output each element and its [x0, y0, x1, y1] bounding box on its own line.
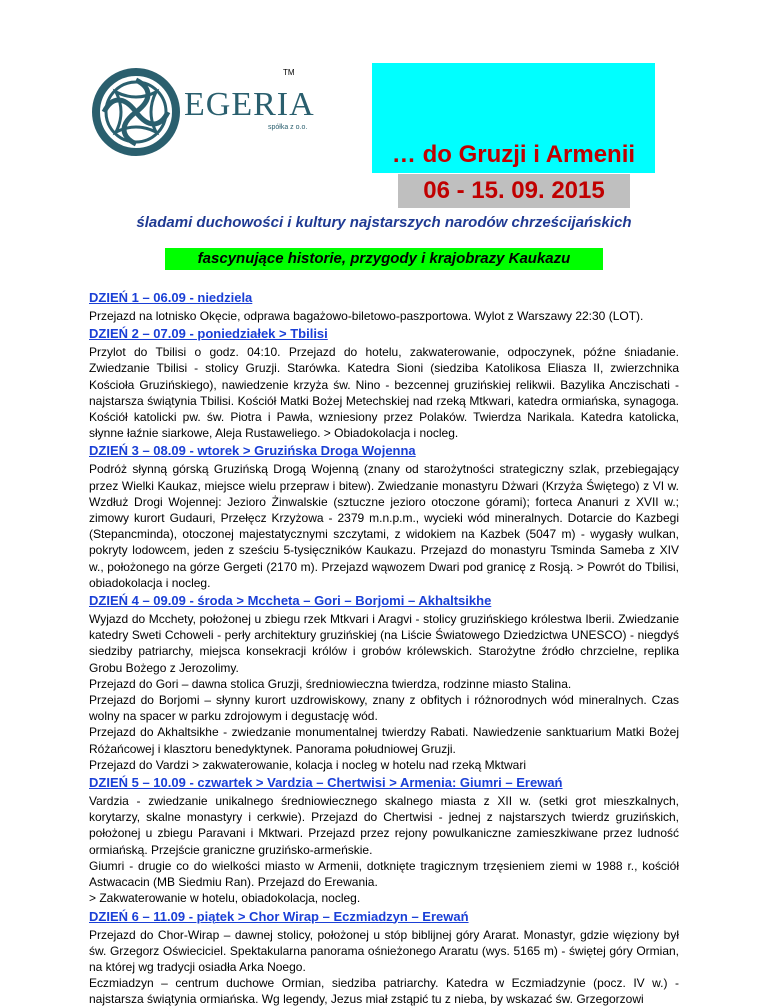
- celtic-knot-icon: [90, 66, 182, 158]
- brand-name: EGERIA: [184, 86, 315, 123]
- trademark-symbol: TM: [283, 68, 295, 77]
- day-heading[interactable]: DZIEŃ 4 – 09.09 - środa > Mccheta – Gori – Borjomi – Akhaltsikhe: [89, 593, 492, 609]
- day-6: [89, 909, 679, 1008]
- subtitle-secondary: fascynujące historie, przygody i krajobrazy Kaukazu: [165, 248, 603, 270]
- day-text: Przejazd do Gori – dawna stolica Gruzji, średniowieczna twierdza, rodzinne miasto Stalina.: [89, 676, 572, 691]
- day-2: [89, 326, 679, 441]
- day-heading[interactable]: DZIEŃ 6 – 11.09 - piątek > Chor Wirap – Eczmiadzyn – Erewań: [89, 908, 469, 924]
- day-text: > Zakwaterowanie w hotelu, obiadokolacja, nocleg.: [89, 891, 361, 906]
- company-logo: [90, 64, 320, 164]
- day-text: Przejazd na lotnisko Okęcie, odprawa bagażowo-biletowo-paszportowa. Wylot z Warszawy 22:30 (LOT).: [89, 309, 644, 323]
- day-5: [89, 775, 679, 906]
- day-1: [89, 290, 679, 324]
- day-text: Vardzia - zwiedzanie unikalnego średniowiecznego skalnego miasta z XII w. (setki grot mieszkalnych, korytarzy, skalne monastyry i cerkwie). Przejazd do Chertwisi - jednej z najstarszych twierdz gruzińskich, położonej u zbiegu Paravani i Mktwari. Przejazd przez rejony powulkaniczne zamieszkiwane przez ludność ormiańską. Przejście graniczne gruzińsko-armeńskie.: [89, 794, 679, 857]
- day-text: Giumri - drugie co do wielkości miasto w Armenii, dotknięte tragicznym trzęsieniem ziemi w 1988 r., kościół Astwacacin (MB Siedmiu Ran). Przejazd do Erewania.: [89, 858, 679, 890]
- itinerary: [89, 290, 679, 1008]
- day-heading[interactable]: DZIEŃ 5 – 10.09 - czwartek > Vardzia – Chertwisi > Armenia: Giumri – Erewań: [89, 775, 563, 791]
- day-text: Eczmiadzyn – centrum duchowe Ormian, siedziba patriarchy. Katedra w Eczmiadzynie (pocz. IV w.) - najstarsza świątynia ormiańska. Wg legendy, Jezus miał zstąpić tu z nieba, by wskazać św. Grzegorzowi: [89, 976, 679, 1007]
- day-text: Przejazd do Vardzi > zakwaterowanie, kolacja i nocleg w hotelu nad rzeką Mktwari: [89, 757, 526, 772]
- page-title: … do Gruzji i Armenii: [391, 141, 636, 168]
- day-text: Wyjazd do Mcchety, położonej u zbiegu rzek Mtkvari i Aragvi - stolicy gruzińskiego królestwa Iberii. Zwiedzanie katedry Sweti Cchoweli - perły architektury gruzińskiej (na Liście Światowego Dziedzictwa UNESCO) - niegdyś siedziby patriarchy, miejsca konsekracji królów i grobów królewskich. Starożytne źródło chrzcielne, replika Grobu Bożego z Jerozolimy.: [89, 612, 679, 675]
- day-text: Przejazd do Akhaltsikhe - zwiedzanie monumentalnej twierdzy Rabati. Nawiedzenie sanktuarium Matki Bożej Różańcowej i klasztoru benedyktynek. Panorama południowej Gruzji.: [89, 725, 679, 756]
- day-heading[interactable]: DZIEŃ 2 – 07.09 - poniedziałek > Tbilisi: [89, 326, 328, 342]
- day-text: Podróż słynną górską Gruzińską Drogą Wojenną (znany od starożytności strategiczny szlak, przebiegający przez Wielki Kaukaz, miejsce wielu przepraw i bitew). Zwiedzanie monastyru Dżwari (Krzyża Świętego) z VI w. Wzdłuż Drogi Wojennej: Jezioro Żinwalskie (sztuczne jezioro otoczone górami); forteca Ananuri z XVII w.; zimowy kurort Gudauri, Przełęcz Krzyżowa - 2379 m.n.p.m., wycieki wód mineralnych. Dotarcie do Kazbegi (Stepancminda), otoczonej majestatycznymi szczytami, z widokiem na Kazbek (5047 m) - wygasły wulkan, pokryty lodowcem, jeden z sześciu 5-tysięczników Kaukazu. Przejazd do monastyru Tsminda Sameba z XIV w., położonego na górze Gergeti (2170 m). Przejazd wąwozem Dwari pod granicę z Rosją. > Powrót do Tbilisi, obiadokolacja i nocleg.: [89, 462, 679, 590]
- day-heading[interactable]: DZIEŃ 1 – 06.09 - niedziela: [89, 290, 253, 305]
- day-text: Przylot do Tbilisi o godz. 04:10. Przejazd do hotelu, zakwaterowanie, odpoczynek, późne śniadanie. Zwiedzanie Tbilisi - stolicy Gruzji. Starówka. Katedra Sioni (siedziba Katolikosa Eliasza II, zwierzchnika Kościoła Gruzińskiego), nawiedzenie krzyża św. Nino - bezcennej gruzińskiej relikwii. Bazylika Anczischati - najstarsza świątynia Tbilisi. Kościół Matki Bożej Metechskiej nad rzeką Mtkwari, katedra ormiańska, synagoga. Kościół katolicki pw. św. Piotra i Pawła, wzniesiony przez Polaków. Twierdza Narikala. Katedra katolicka, słynne łaźnie siarkowe, Aleja Rustaweliego. > Obiadokolacja i nocleg.: [89, 345, 679, 441]
- day-4: [89, 593, 679, 773]
- day-3: [89, 443, 679, 591]
- day-heading[interactable]: DZIEŃ 3 – 08.09 - wtorek > Gruzińska Droga Wojenna: [89, 443, 416, 459]
- company-type: spółka z o.o.: [268, 124, 308, 131]
- subtitle-primary: śladami duchowości i kultury najstarszych narodów chrześcijańskich: [136, 214, 632, 231]
- day-text: Przejazd do Borjomi – słynny kurort uzdrowiskowy, znany z obfitych i różnorodnych wód mineralnych. Czas wolny na spacer w parku zdrojowym i degustację wód.: [89, 693, 679, 724]
- trip-dates: 06 - 15. 09. 2015: [398, 174, 630, 208]
- day-text: Przejazd do Chor-Wirap – dawnej stolicy, położonej u stóp biblijnej góry Ararat. Monastyr, gdzie więziony był św. Grzegorz Oświeciciel. Spektakularna panorama ośnieżonego Araratu (wys. 5165 m) - świętej góry Ormian, na której wg tradycji osiadła Arka Noego.: [89, 927, 679, 974]
